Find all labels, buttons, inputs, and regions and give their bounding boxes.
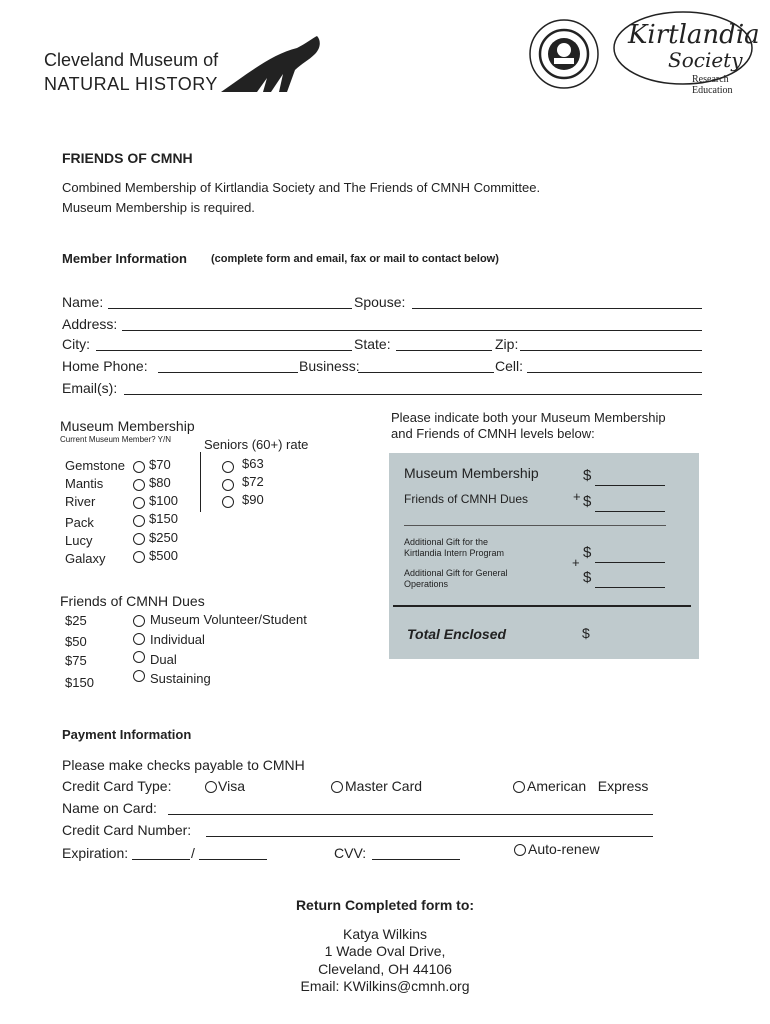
senior-radio-90[interactable]	[222, 496, 234, 508]
expiration-year-field[interactable]	[199, 859, 267, 860]
level-name: River	[65, 494, 96, 509]
zip-field[interactable]	[520, 350, 702, 351]
level-radio-lucy[interactable]	[133, 533, 145, 545]
museum-seal-icon	[528, 18, 600, 90]
level-price: $80	[149, 475, 171, 490]
dues-price: $75	[65, 653, 87, 668]
senior-radio-63[interactable]	[222, 461, 234, 473]
summary-instruction-1: Please indicate both your Museum Membership	[391, 410, 666, 425]
dues-price: $150	[65, 675, 94, 690]
dues-name: Museum Volunteer/Student	[150, 612, 307, 627]
spouse-field[interactable]	[412, 308, 702, 309]
dues-price: $25	[65, 613, 87, 628]
current-member-label: Current Museum Member? Y/N	[60, 435, 171, 444]
summary-museum-dollar: $	[583, 467, 592, 484]
level-radio-gemstone[interactable]	[133, 461, 145, 473]
gift-general-amount[interactable]	[595, 587, 665, 588]
gift-general-dollar: $	[583, 569, 592, 586]
museum-name-line1: Cleveland Museum of	[44, 50, 219, 70]
kirtlandia-name: Kirtlandia	[628, 20, 760, 50]
society-name: Society	[668, 48, 743, 72]
senior-price: $90	[242, 492, 264, 507]
gift-intern-dollar: $	[583, 544, 592, 561]
level-name: Mantis	[65, 476, 104, 491]
museum-name-line2: NATURAL HISTORY	[44, 74, 218, 94]
intro-line-2: Museum Membership is required.	[62, 200, 255, 215]
return-heading: Return Completed form to:	[295, 897, 475, 913]
dues-radio-volunteer[interactable]	[133, 615, 145, 627]
society-tagline-research: Research	[692, 74, 729, 85]
form-title: FRIENDS OF CMNH	[62, 150, 193, 166]
summary-museum-label: Museum Membership	[404, 465, 539, 481]
gift-general-line-2: Operations	[404, 579, 449, 589]
gift-general-plus: +	[572, 555, 580, 570]
state-label: State:	[354, 336, 391, 352]
level-radio-river[interactable]	[133, 497, 145, 509]
museum-membership-heading: Museum Membership	[60, 418, 195, 434]
emails-field[interactable]	[124, 394, 702, 395]
home-phone-label: Home Phone:	[62, 358, 148, 374]
state-field[interactable]	[396, 350, 492, 351]
expiration-month-field[interactable]	[132, 859, 190, 860]
spouse-label: Spouse:	[354, 294, 406, 310]
name-on-card-field[interactable]	[168, 814, 653, 815]
member-info-heading: Member Information	[62, 251, 187, 266]
amex-label: American Express	[527, 778, 649, 794]
level-name: Gemstone	[65, 458, 125, 473]
cvv-field[interactable]	[372, 859, 460, 860]
dues-name: Dual	[150, 652, 177, 667]
name-on-card-label: Name on Card:	[62, 800, 157, 816]
summary-dues-dollar: $	[583, 493, 592, 510]
address-label: Address:	[62, 316, 118, 332]
total-enclosed-label: Total Enclosed	[407, 626, 507, 642]
summary-instruction-2: and Friends of CMNH levels below:	[391, 426, 595, 441]
level-price: $250	[149, 530, 178, 545]
dues-radio-dual[interactable]	[133, 651, 145, 663]
return-street: 1 Wade Oval Drive,	[324, 943, 446, 959]
auto-renew-label: Auto-renew	[528, 841, 600, 857]
visa-radio[interactable]	[205, 781, 217, 793]
dues-radio-sustaining[interactable]	[133, 670, 145, 682]
city-label: City:	[62, 336, 90, 352]
society-tagline-education: Education	[692, 85, 733, 96]
emails-label: Email(s):	[62, 380, 118, 396]
summary-dues-amount[interactable]	[595, 511, 665, 512]
gift-intern-amount[interactable]	[595, 562, 665, 563]
expiration-label: Expiration:	[62, 845, 129, 861]
business-label: Business:	[299, 358, 360, 374]
zip-label: Zip:	[495, 336, 519, 352]
total-divider	[393, 605, 691, 607]
cvv-label: CVV:	[334, 845, 367, 861]
home-phone-field[interactable]	[158, 372, 298, 373]
cell-field[interactable]	[527, 372, 702, 373]
card-number-label: Credit Card Number:	[62, 822, 192, 838]
level-name: Lucy	[65, 533, 93, 548]
level-radio-mantis[interactable]	[133, 479, 145, 491]
senior-price: $63	[242, 456, 264, 471]
summary-dues-label: Friends of CMNH Dues	[404, 492, 529, 506]
summary-box	[389, 453, 699, 659]
total-enclosed-dollar: $	[582, 625, 590, 641]
dues-name: Individual	[150, 632, 205, 647]
address-field[interactable]	[122, 330, 702, 331]
mastercard-radio[interactable]	[331, 781, 343, 793]
dinosaur-logo-icon	[217, 34, 327, 96]
business-field[interactable]	[358, 372, 494, 373]
dues-radio-individual[interactable]	[133, 633, 145, 645]
kirtlandia-society-logo	[612, 10, 760, 100]
level-radio-galaxy[interactable]	[133, 551, 145, 563]
senior-divider	[200, 452, 201, 512]
senior-radio-72[interactable]	[222, 479, 234, 491]
name-label: Name:	[62, 294, 104, 310]
level-price: $150	[149, 511, 178, 526]
level-price: $70	[149, 457, 171, 472]
dues-price: $50	[65, 634, 87, 649]
cell-label: Cell:	[495, 358, 524, 374]
return-city: Cleveland, OH 44106	[318, 961, 452, 977]
gift-general-line-1: Additional Gift for General	[404, 568, 508, 578]
friends-dues-heading: Friends of CMNH Dues	[60, 593, 205, 609]
amex-radio[interactable]	[513, 781, 525, 793]
card-number-field[interactable]	[206, 836, 653, 837]
auto-renew-radio[interactable]	[514, 844, 526, 856]
seniors-heading: Seniors (60+) rate	[204, 437, 309, 452]
gift-intern-line-2: Kirtlandia Intern Program	[404, 548, 505, 558]
member-info-note: (complete form and email, fax or mail to contact below)	[211, 253, 499, 265]
city-field[interactable]	[96, 350, 352, 351]
return-name: Katya Wilkins	[342, 926, 428, 942]
dues-name: Sustaining	[150, 671, 211, 686]
seal-logo	[528, 18, 600, 90]
return-email: Email: KWilkins@cmnh.org	[300, 978, 470, 994]
level-name: Galaxy	[65, 551, 106, 566]
gift-intern-line-1: Additional Gift for the	[404, 537, 489, 547]
senior-price: $72	[242, 474, 264, 489]
cmnh-logo	[42, 34, 332, 104]
summary-divider	[404, 525, 666, 526]
mastercard-label: Master Card	[345, 778, 423, 794]
visa-label: Visa	[218, 778, 245, 794]
intro-line-1: Combined Membership of Kirtlandia Society and The Friends of CMNH Committee.	[62, 180, 541, 195]
checks-payable-text: Please make checks payable to CMNH	[62, 757, 305, 773]
payment-heading: Payment Information	[62, 727, 192, 742]
level-price: $500	[149, 548, 178, 563]
summary-museum-amount[interactable]	[595, 485, 665, 486]
summary-dues-plus: +	[573, 489, 581, 504]
level-name: Pack	[65, 515, 94, 530]
level-radio-pack[interactable]	[133, 515, 145, 527]
expiration-slash: /	[191, 845, 195, 861]
name-field[interactable]	[108, 308, 352, 309]
card-type-label: Credit Card Type:	[62, 778, 172, 794]
level-price: $100	[149, 493, 178, 508]
